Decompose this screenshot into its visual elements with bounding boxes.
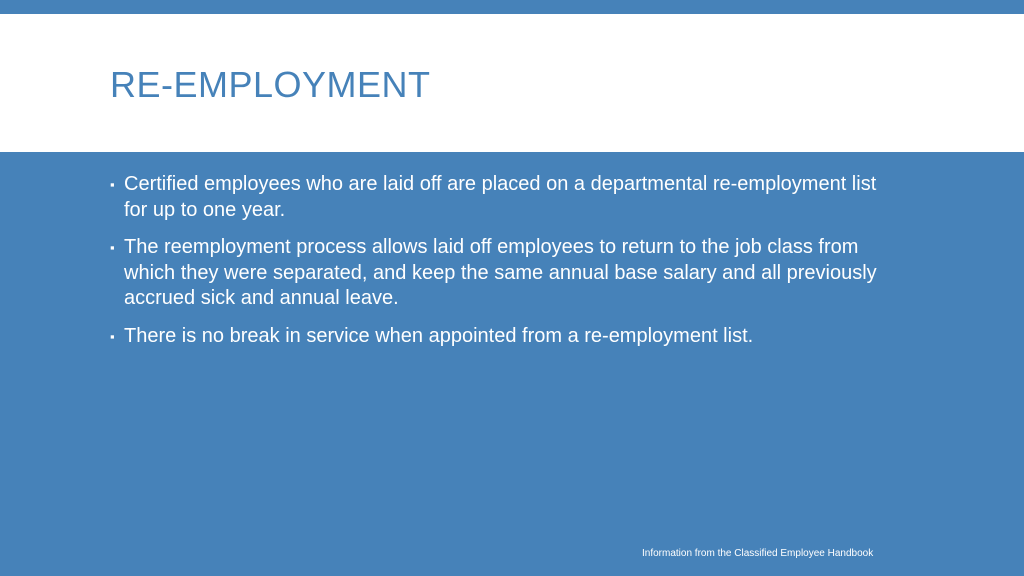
bullet-item — [110, 324, 900, 350]
bullet-text: There is no break in service when appointed from a re-employment list. — [124, 324, 754, 347]
bullet-marker-icon: ▪ — [110, 177, 115, 192]
bullet-list — [110, 172, 900, 349]
top-accent-band — [0, 0, 1024, 14]
bullet-text: The reemployment process allows laid off employees to return to the job class from which they were separated, and keep the same annual base salary and all previously accrued sick and annual leave. — [124, 236, 877, 309]
bullet-item — [110, 235, 900, 312]
title-band — [0, 14, 1024, 152]
slide-content — [110, 172, 900, 361]
bullet-item — [110, 172, 900, 223]
footer-source-note: Information from the Classified Employee Handbook — [642, 548, 874, 559]
bullet-marker-icon: ▪ — [110, 240, 115, 255]
bullet-marker-icon: ▪ — [110, 328, 115, 344]
slide-title: RE-EMPLOYMENT — [110, 64, 431, 105]
bullet-text: Certified employees who are laid off are placed on a departmental re-employment list for up to one year. — [124, 173, 877, 221]
